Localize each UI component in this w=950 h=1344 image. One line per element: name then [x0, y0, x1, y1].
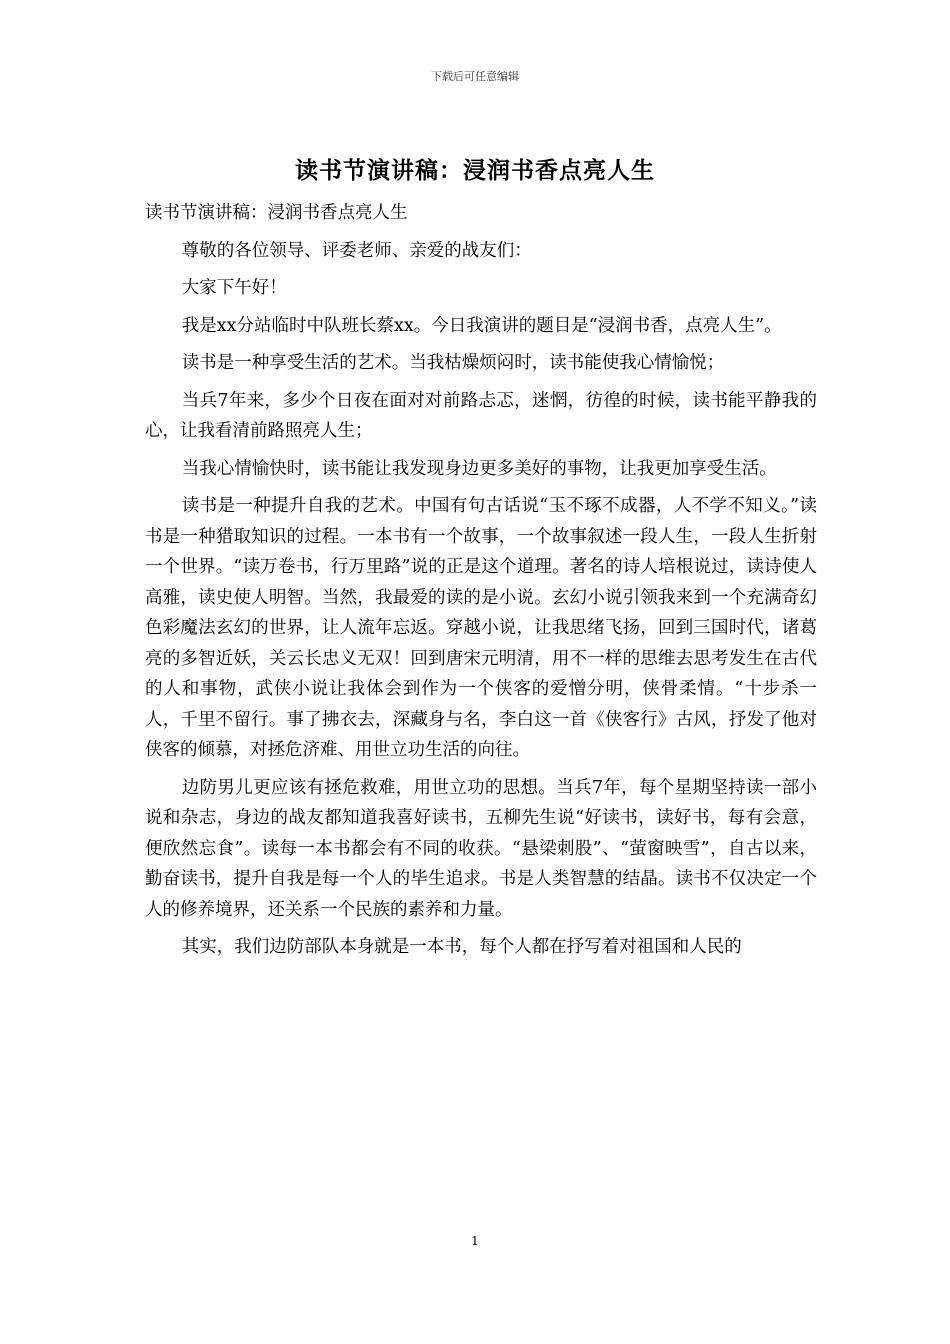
paragraph: 读书是一种提升自我的艺术。中国有句古话说“玉不琢不成器，人不学不知义。”读书是一种猎取知识的过程。一本书有一个故事，一个故事叙述一段人生，一段人生折射一个世界。“读万卷书，行万里路”说的正是这个道理。著名的诗人培根说过，读诗使人高雅，读史使人明智。当然，我最爱的读的是小说。玄幻小说引领我来到一个充满奇幻色彩魔法玄幻的世界，让人流年忘返。穿越小说，让我思绪飞扬，回到三国时代，诸葛亮的多智近妖，关云长忠义无双！回到唐宋元明清，用不一样的思维去思考发生在古代的人和事物，武侠小说让我体会到作为一个侠客的爱憎分明，侠骨柔情。“十步杀一人，千里不留行。事了拂衣去，深藏身与名，李白这一首《侠客行》古风，抒发了他对侠客的倾慕，对拯危济难、用世立功生活的向往。 [145, 496, 817, 760]
paragraph-salutation: 尊敬的各位领导、评委老师、亲爱的战友们： [181, 240, 532, 261]
paragraph: 当我心情愉快时，读书能让我发现身边更多美好的事物，让我更加享受生活。 [181, 458, 777, 479]
document-body [145, 198, 817, 970]
paragraph: 当兵7年来，多少个日夜在面对对前路忐忑，迷惘，彷徨的时候，读书能平静我的心，让我看清前路照亮人生； [145, 390, 817, 441]
paragraph: 其实，我们边防部队本身就是一本书，每个人都在抒写着对祖国和人民的 [181, 937, 742, 957]
page-number: 1 [471, 1234, 479, 1248]
document-title: 读书节演讲稿：浸润书香点亮人生 [295, 157, 655, 184]
page-header-note: 下载后可任意编辑 [431, 70, 519, 83]
paragraph: 读书是一种享受生活的艺术。当我枯燥烦闷时，读书能使我心情愉悦； [181, 353, 725, 373]
paragraph: 边防男儿更应该有拯危救难，用世立功的思想。当兵7年，每个星期坚持读一部小说和杂志，身边的战友都知道我喜好读书，五柳先生说“好读书，读好书，每有会意，便欣然忘食”。读每一本书都会有不同的收获。“悬梁刺股”、“萤窗映雪”，自古以来，勤奋读书，提升自我是每一个人的毕生追求。书是人类智慧的结晶。读书不仅决定一个人的修养境界，还关系一个民族的素养和力量。 [145, 777, 817, 920]
paragraph-subtitle: 读书节演讲稿：浸润书香点亮人生 [145, 203, 408, 223]
paragraph-greeting: 大家下午好！ [181, 278, 287, 298]
paragraph-introduction: 我是xx分站临时中队班长蔡xx。今日我演讲的题目是“浸润书香，点亮人生”。 [181, 315, 782, 336]
